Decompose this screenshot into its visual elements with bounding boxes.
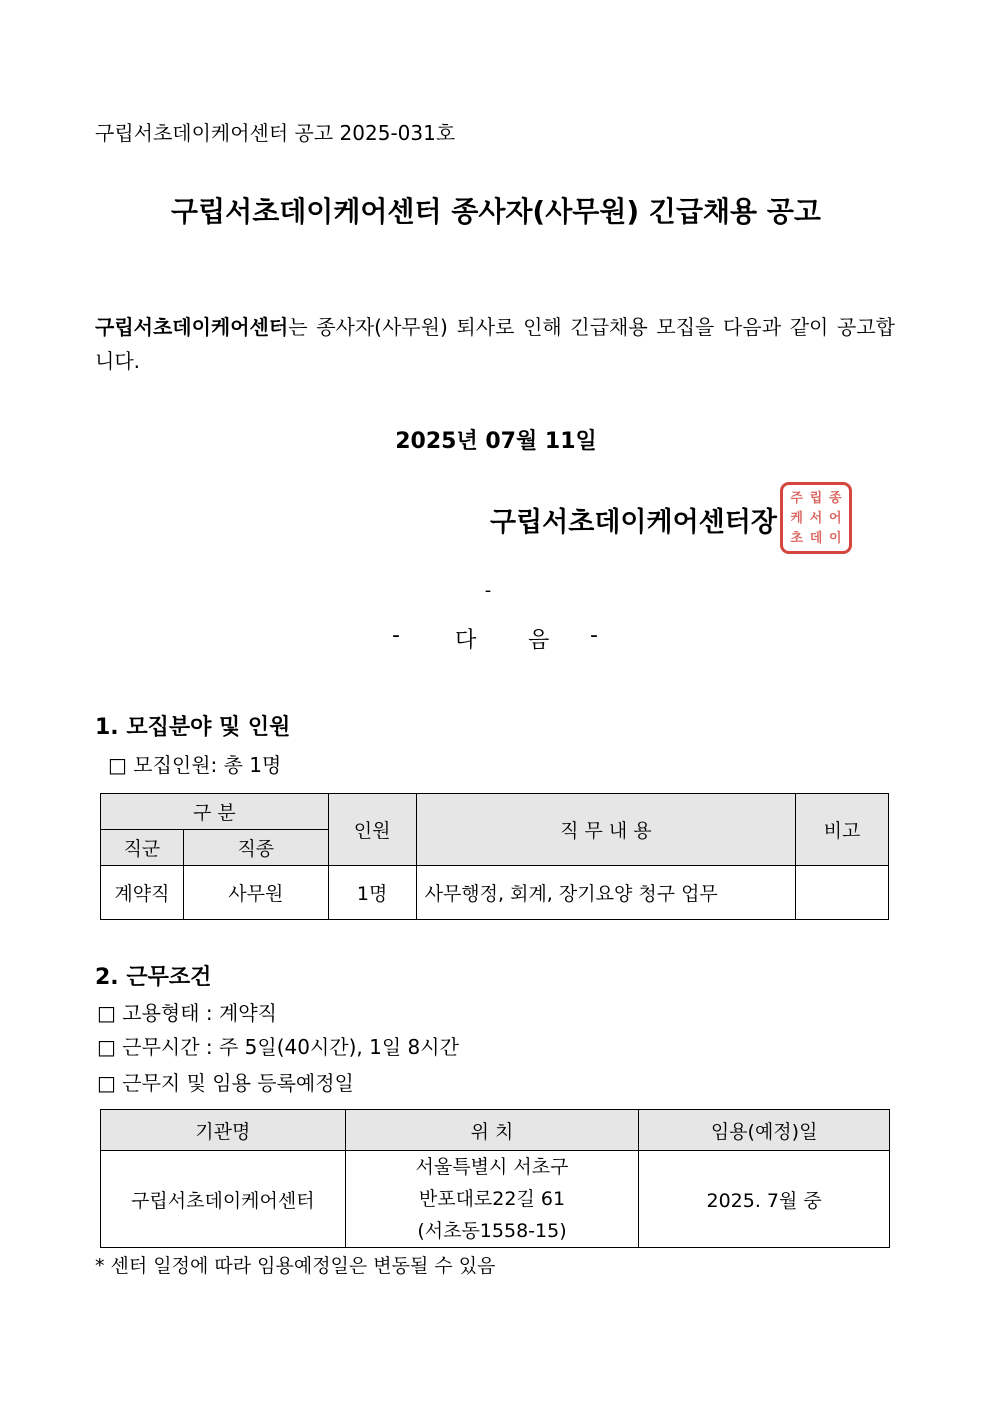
seal-char: 종 <box>829 491 842 506</box>
cell-grade: 계약직 <box>101 866 184 920</box>
official-seal-stamp <box>780 482 852 554</box>
seal-char: 립 <box>809 491 823 506</box>
notice-number: 구립서초데이케어센터 공고 2025-031호 <box>95 121 456 145</box>
section-2-item: □ 근무시간 : 주 5일(40시간), 1일 8시간 <box>97 1035 459 1059</box>
workplace-table <box>100 1109 890 1248</box>
section-1-item: □ 모집인원: 총 1명 <box>108 753 282 777</box>
table-row <box>101 866 889 920</box>
header-org: 기관명 <box>101 1110 346 1151</box>
signer-name: 구립서초데이케어센터장 <box>490 507 777 538</box>
seal-char: 주 <box>790 491 803 506</box>
header-appoint-date: 임용(예정)일 <box>639 1110 890 1151</box>
seal-char: 이 <box>829 531 842 546</box>
intro-text: 는 종사자(사무원) 퇴사로 인해 긴급채용 모집을 다음과 같이 공고합니다. <box>95 315 895 373</box>
seal-char: 케 <box>790 511 803 526</box>
seal-char: 서 <box>809 511 823 526</box>
section-2-item: □ 근무지 및 임용 등록예정일 <box>97 1071 354 1095</box>
daeum-char-1: 다 <box>455 628 477 653</box>
seal-char: 어 <box>829 511 842 526</box>
cell-org: 구립서초데이케어센터 <box>101 1151 346 1248</box>
cell-duty: 사무행정, 회계, 장기요양 청구 업무 <box>416 866 795 920</box>
header-location: 위 치 <box>345 1110 639 1151</box>
location-line: (서초동1558-15) <box>417 1220 567 1242</box>
daeum-dash-right: - <box>590 623 598 648</box>
location-line: 서울특별시 서초구 <box>415 1156 569 1178</box>
cell-appoint-date: 2025. 7월 중 <box>639 1151 890 1248</box>
header-duty: 직 무 내 용 <box>416 794 795 866</box>
cell-note <box>796 866 889 920</box>
intro-org-name: 구립서초데이케어센터 <box>95 315 289 339</box>
header-staff-count: 인원 <box>328 794 416 866</box>
header-note: 비고 <box>796 794 889 866</box>
daeum-char-2: 음 <box>528 628 550 653</box>
seal-char: 데 <box>809 531 823 546</box>
header-grade: 직군 <box>101 830 184 866</box>
separator-dash: - <box>484 580 492 601</box>
header-job: 직종 <box>183 830 328 866</box>
cell-staff: 1명 <box>328 866 416 920</box>
daeum-dash-left: - <box>392 623 400 648</box>
recruitment-table <box>100 793 889 920</box>
section-1-title: 1. 모집분야 및 인원 <box>95 715 291 740</box>
table-row <box>101 1151 890 1248</box>
document-title: 구립서초데이케어센터 종사자(사무원) 긴급채용 공고 <box>171 195 821 228</box>
notice-date: 2025년 07월 11일 <box>395 429 597 454</box>
section-2-item: □ 고용형태 : 계약직 <box>97 1001 277 1025</box>
footnote: * 센터 일정에 따라 임용예정일은 변동될 수 있음 <box>95 1255 496 1277</box>
intro-paragraph <box>95 310 895 378</box>
header-gubun: 구 분 <box>101 794 329 830</box>
cell-location <box>345 1151 639 1248</box>
location-line: 반포대로22길 61 <box>418 1188 566 1210</box>
seal-char: 초 <box>790 531 803 546</box>
cell-job: 사무원 <box>183 866 328 920</box>
section-2-title: 2. 근무조건 <box>95 965 212 990</box>
